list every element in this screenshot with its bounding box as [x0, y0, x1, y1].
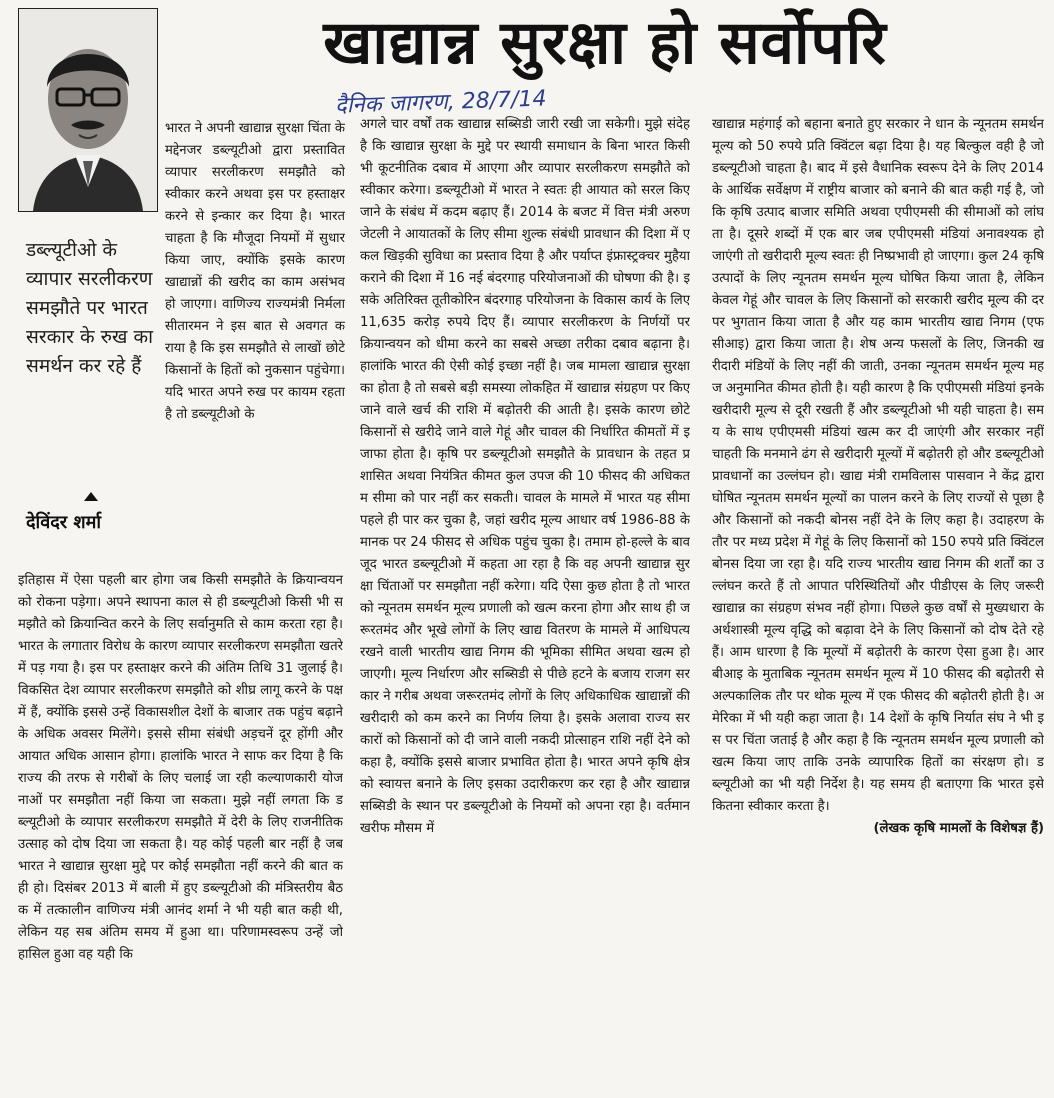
article-column-1-bottom	[18, 570, 343, 1090]
author-name: देविंदर शर्मा	[26, 512, 102, 533]
article-column-1-top	[165, 118, 345, 573]
handwritten-date-note: दैनिक जागरण, 28/7/14	[334, 86, 547, 119]
author-credit: (लेखक कृषि मामलों के विशेषज्ञ हैं)	[873, 821, 1044, 836]
article-text: भारत ने अपनी खाद्यान्न सुरक्षा चिंता के मद्देनजर डब्ल्यूटीओ द्वारा प्रस्तावित व्यापार सरलीकरण समझौते को स्वीकार करने अथवा इस पर हस्ताक्षर करने से इन्कार कर दिया है। भारत चाहता है कि मौजूदा नियमों में सुधार किया जाए, क्योंकि इसके कारण खाद्यान्नों की खरीद का काम असंभव हो जाएगा। वाणिज्य राज्यमंत्री निर्मला सीतारमन ने इस बात से अवगत कराया है कि इस समझौते से लाखों छोटे किसानों के हितों को नुकसान पहुंचेगा। यदि भारत अपने रुख पर कायम रहता है तो डब्ल्यूटीओ के	[165, 121, 345, 422]
triangle-marker-icon	[84, 492, 98, 501]
author-byline	[26, 510, 161, 534]
article-text: खाद्यान्न महंगाई को बहाना बनाते हुए सरकार ने धान के न्यूनतम समर्थन मूल्य को 50 रुपये प्रति क्विंटल बढ़ा दिया है। यह बिल्कुल वही है जो डब्ल्यूटीओ चाहता है। बाद में इसे वैधानिक स्वरूप देने के लिए 2014 के आर्थिक सर्वेक्षण में राष्ट्रीय बाजार को बनाने की बात कही गई है, जो कि कृषि उत्पाद बाजार समिति अथवा एपीएमसी की सीमाओं को लांघता है। दूसरे शब्दों में एक बार जब एपीएमसी मंडियां अनावश्यक हो जाएंगी तो खरीदारी मूल्य स्वतः ही निष्प्रभावी हो जाएगा। कुल 24 कृषि उत्पादों के लिए न्यूनतम समर्थन मूल्य घोषित किया जाता है, लेकिन केवल गेहूं और चावल के लिए किसानों को सरकारी खरीद मूल्य की दर पर भुगतान किया जाता है और यह काम भारतीय खाद्य निगम (एफसीआइ) द्वारा किया जाता है। शेष अन्य फसलों के लिए, जिनकी खरीदारी मंडियों के लिए नहीं की जाती, उनका न्यूनतम समर्थन मूल्य महज अनुमानित कीमत होती है। यही कारण है कि एपीएमसी मंडियां इनके खरीदारी मूल्य से दूरी रखती हैं और डब्ल्यूटीओ भी यही चाहता है। समय के साथ एपीएमसी मंडियां खत्म कर दी जाएंगी और सरकार नहीं चाहती कि मनमाने ढंग से खरीदारी मूल्यों में बढ़ोतरी हो और डब्ल्यूटीओ प्रावधानों का उल्लंघन हो। खाद्य मंत्री रामविलास पासवान ने केंद्र द्वारा घोषित न्यूनतम समर्थन मूल्यों का पालन करने के लिए राज्यों से पूछा है और किसानों को नकदी बोनस नहीं देने के लिए कहा है। उदाहरण के तौर पर मध्य प्रदेश में गेहूं के लिए किसानों को 150 रुपये प्रति क्विंटल बोनस दिया जा रहा है। यदि राज्य भारतीय खाद्य निगम की शर्तों का उल्लंघन करते हैं तो आपात परिस्थितियों और पीडीएस के लिए जरूरी खाद्यान्न का संग्रहण संभव नहीं होगा। पिछले कुछ वर्षों से मुख्यधारा के अर्थशास्त्री मूल्य वृद्धि को बढ़ावा देने के लिए किसानों को दोष देते रहे हैं। आम धारणा है कि मूल्यों में बढ़ोतरी के कारण ऐसा हुआ है। आरबीआइ के मुताबिक न्यूनतम समर्थन मूल्य में 10 फीसद की बढ़ोतरी से अल्पकालिक तौर पर थोक मूल्य में एक फीसद की बढ़ोतरी होती है। अमेरिका में भी यही कहा जाता है। 14 देशों के कृषि निर्यात संघ ने भी इस पर चिंता जताई है और कहा है कि न्यूनतम समर्थन मूल्य प्रणाली को खत्म किया जाए ताकि उनके व्यापारिक हितों का संरक्षण हो। डब्ल्यूटीओ का भी यही निर्देश है। यह समय ही बताएगा कि भारत इसे कितना स्वीकार करता है।	[712, 117, 1044, 814]
author-portrait-illustration	[19, 9, 157, 211]
article-text: अगले चार वर्षों तक खाद्यान्न सब्सिडी जारी रखी जा सकेगी। मुझे संदेह है कि खाद्यान्न सुरक्षा के मुद्दे पर स्थायी समाधान के बिना भारत किसी भी कूटनीतिक दबाव में आएगा और व्यापार सरलीकरण समझौते को स्वीकार करेगा। डब्ल्यूटीओ में भारत ने स्वतः ही आयात को सरल किए जाने के संबंध में कदम बढ़ाए हैं। 2014 के बजट में वित्त मंत्री अरुण जेटली ने आयातकों के लिए सीमा शुल्क संबंधी प्रावधान की दिशा में एकल खिड़की सुविधा का प्रस्ताव दिया है और पर्याप्त इंफ्रास्ट्रक्चर मुहैया कराने की दिशा में 16 नई बंदरगाह परियोजनाओं की घोषणा की है। इसके अतिरिक्त तूतीकोरिन बंदरगाह परियोजना के विकास कार्य के लिए 11,635 करोड़ रुपये दिए हैं। व्यापार सरलीकरण के निर्णयों पर क्रियान्वयन को धीमा करने का सबसे अच्छा तरीका दबाव बढ़ाना है। हालांकि भारत की ऐसी कोई इच्छा नहीं है। जब मामला खाद्यान्न सुरक्षा का होता है तो सबसे बड़ी समस्या लोकहित में खाद्यान्न संग्रहण पर किए जाने वाले खर्च की राशि में बढ़ोतरी की आती है। इसके कारण छोटे किसानों से खरीदे जाने वाले गेहूं और चावल की निर्धारित कीमतों में इजाफा होता है। कृषि पर डब्ल्यूटीओ समझौते के प्रावधान के तहत प्रशासित अथवा नियंत्रित कीमत कुल उपज की 10 फीसद की अधिकतम सीमा को पार नहीं कर सकती। चावल के मामले में भारत यह सीमा पहले ही पार कर चुका है, जहां खरीद मूल्य आधार वर्ष 1986-88 के मानक पर 24 फीसद से अधिक पहुंच चुका है। तमाम हो-हल्ले के बावजूद भारत डब्ल्यूटीओ में कहता आ रहा है कि वह अपनी खाद्यान्न सुरक्षा चिंताओं पर समझौता नहीं करेगा। यदि ऐसा कुछ होता है तो भारत को न्यूनतम समर्थन मूल्य प्रणाली को खत्म करना होगा और साथ ही जरूरतमंद और भूखे लोगों के लिए खाद्य वितरण के मामले में आधिपत्य रखने वाली भारतीय खाद्य निगम की भूमिका सीमित अथवा खत्म हो जाएगी। मूल्य निर्धारण और सब्सिडी से पीछे हटने के बजाय राजग सरकार ने गरीब अथवा जरूरतमंद लोगों के लिए अधिकाधिक खाद्यान्नों की खरीदारी को कम करने का निर्णय लिया है। इसके अलावा राज्य सरकारों को किसानों को दी जाने वाली नकदी प्रोत्साहन राशि नहीं देने को कहा है, क्योंकि इससे बाजार प्रभावित होता है। भारत अपने कृषि क्षेत्र को स्वायत्त बनाने के लिए इसका उदारीकरण कर रहा है और खाद्यान्न सब्सिडी के स्थान पर डब्ल्यूटीओ के नियमों को अपना रहा है। वर्तमान खरीफ मौसम में	[360, 117, 690, 836]
article-column-3	[712, 114, 1044, 1090]
article-column-2	[360, 114, 690, 1090]
article-summary: डब्ल्यूटीओ के व्यापार सरलीकरण समझौते पर भारत सरकार के रुख का समर्थन कर रहे हैं	[26, 239, 154, 377]
article-text: इतिहास में ऐसा पहली बार होगा जब किसी समझौते के क्रियान्वयन को रोकना पड़ेगा। अपने स्थापना काल से ही डब्ल्यूटीओ किसी भी समझौते को क्रियान्वित करने के लिए सर्वानुमति से काम करता रहा है। भारत के लगातार विरोध के कारण व्यापार सरलीकरण समझौता खतरे में पड़ गया है। इस पर हस्ताक्षर करने की अंतिम तिथि 31 जुलाई है। विकसित देश व्यापार सरलीकरण समझौते को शीघ्र लागू करने के पक्ष में हैं, क्योंकि इससे उन्हें विकासशील देशों के बाजार तक पहुंच बढ़ाने के अधिक अवसर मिलेंगे। इससे सीमा संबंधी अड़चनें दूर होंगी और आयात अधिक आसान होगा। हालांकि भारत ने साफ कर दिया है कि राज्य की तरफ से गरीबों के लिए चलाई जा रही कल्याणकारी योजनाओं पर समझौता नहीं किया जा सकता। मुझे नहीं लगता कि डब्ल्यूटीओ के व्यापार सरलीकरण समझौते में देरी के लिए राजनीतिक उत्साह को दोष दिया जा सकता है। यह कोई पहली बार नहीं है जब भारत ने खाद्यान्न सुरक्षा मुद्दे पर कोई समझौता नहीं करने की बात कही हो। दिसंबर 2013 में बाली में हुए डब्ल्यूटीओ की मंत्रिस्तरीय बैठक में तत्कालीन वाणिज्य मंत्री आनंद शर्मा ने भी यही बात कही थी, लेकिन यह सब अंतिम समय में हुआ था। परिणामस्वरूप उन्हें जो हासिल हुआ वह यही कि	[18, 573, 343, 962]
author-photo	[18, 8, 158, 212]
headline: खाद्यान्न सुरक्षा हो सर्वोपरि	[323, 8, 887, 78]
